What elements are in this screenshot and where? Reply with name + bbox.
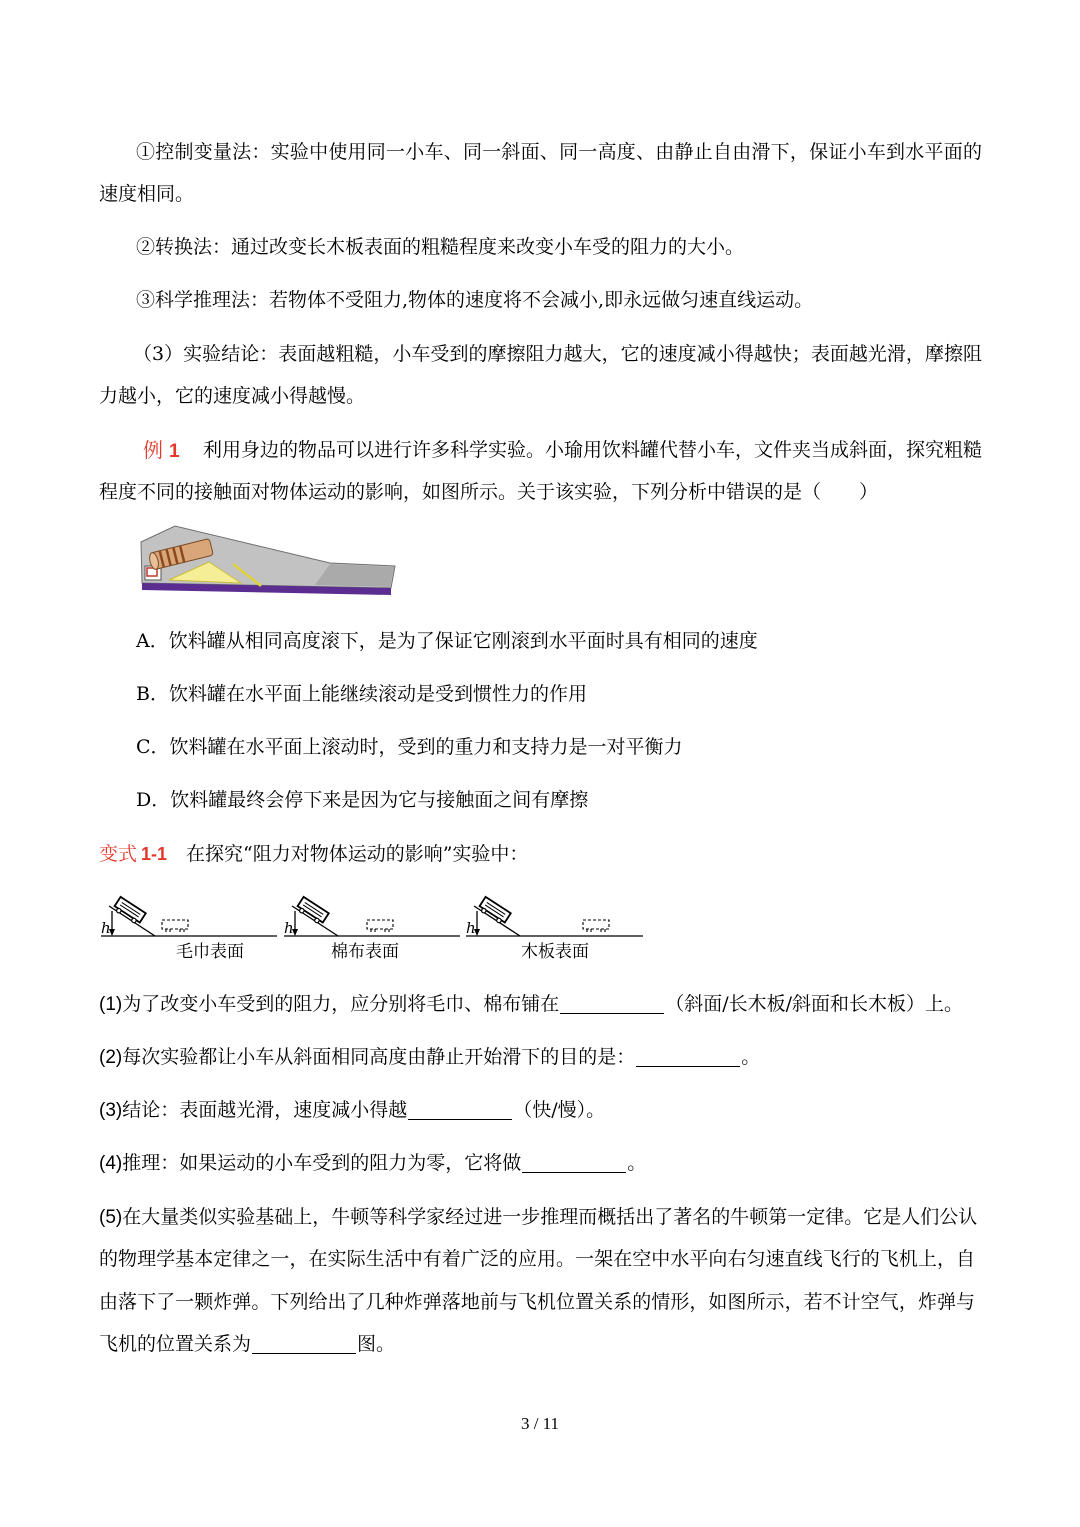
question-text: 为了改变小车受到的阻力，应分别将毛巾、棉布铺在 <box>122 993 560 1015</box>
cotton-surface-setup <box>284 897 460 962</box>
control-variable-method-line-1: ①控制变量法：实验中使用同一小车、同一斜面、同一高度、由静止自由滑下，保证小车到水平面的 <box>136 141 982 163</box>
question-text-after: （快/慢）。 <box>513 1099 606 1121</box>
option-b: B．饮料罐在水平面上能继续滚动是受到惯性力的作用 <box>136 683 587 705</box>
surface-comparison-figure <box>97 896 657 966</box>
answer-blank <box>636 1066 740 1067</box>
question-text: 飞机的位置关系为 <box>99 1333 252 1355</box>
height-label: h <box>101 919 111 937</box>
question-5-line-2: 的物理学基本定律之一，在实际生活中有着广泛的应用。一架在空中水平向右匀速直线飞行的飞机上，自 <box>99 1248 975 1270</box>
question-number: (1) <box>99 994 123 1015</box>
question-text: 结论：表面越光滑，速度减小得越 <box>122 1099 408 1121</box>
example-label-text: 例 <box>143 438 163 462</box>
answer-blank <box>408 1119 512 1120</box>
towel-surface-setup <box>101 897 277 962</box>
question-text-after: （斜面/长木板/斜面和长木板）上。 <box>665 993 964 1015</box>
example-1-stem-line-1: 利用身边的物品可以进行许多科学实验。小瑜用饮料罐代替小车，文件夹当成斜面，探究粗糙 <box>203 439 983 461</box>
conversion-method: ②转换法：通过改变长木板表面的粗糙程度来改变小车受的阻力的大小。 <box>136 236 745 258</box>
surface-label-towel: 毛巾表面 <box>176 942 244 962</box>
question-5-line-1 <box>99 1205 978 1230</box>
experiment-conclusion-line-1: （3）实验结论：表面越粗糙，小车受到的摩擦阻力越大，它的速度减小得越快；表面越光滑，摩擦阻 <box>133 343 982 365</box>
question-5-line-4 <box>99 1332 395 1356</box>
variant-label-number: 1-1 <box>141 844 168 864</box>
question-text-after: 。 <box>741 1046 761 1068</box>
question-text: 推理：如果运动的小车受到的阻力为零，它将做 <box>122 1152 522 1174</box>
cart-on-incline <box>113 897 146 926</box>
question-3 <box>99 1098 605 1123</box>
answer-blank <box>522 1172 626 1173</box>
question-5-line-3: 由落下了一颗炸弹。下列给出了几种炸弹落地前与飞机位置关系的情形，如图所示，若不计空气，炸弹与 <box>99 1291 975 1313</box>
question-number: (2) <box>99 1047 123 1068</box>
question-number: (5) <box>99 1207 123 1228</box>
question-text-after: 。 <box>627 1152 647 1174</box>
cart-stop-position <box>367 920 393 934</box>
option-d: D．饮料罐最终会停下来是因为它与接触面之间有摩擦 <box>136 789 589 811</box>
page-number: 3 / 11 <box>520 1414 560 1433</box>
question-2 <box>99 1045 760 1070</box>
option-a: A．饮料罐从相同高度滚下，是为了保证它刚滚到水平面时具有相同的速度 <box>136 630 758 652</box>
cart-stop-position <box>162 920 188 934</box>
height-label: h <box>284 919 294 937</box>
example-label-number: 1 <box>169 441 180 462</box>
example-1-label <box>143 438 180 464</box>
experiment-conclusion-line-2: 力越小，它的速度减小得越慢。 <box>99 385 366 407</box>
variant-label-text: 变式 <box>99 843 138 865</box>
variant-1-1-label <box>99 842 167 866</box>
answer-blank <box>560 1013 664 1014</box>
control-variable-method-line-2: 速度相同。 <box>99 183 195 205</box>
height-label: h <box>466 919 476 937</box>
answer-blank <box>252 1353 356 1354</box>
cart-on-incline <box>478 897 511 926</box>
scientific-reasoning-method: ③科学推理法：若物体不受阻力,物体的速度将不会减小,即永远做匀速直线运动。 <box>136 289 814 311</box>
variant-1-1-stem: 在探究“阻力对物体运动的影响”实验中： <box>186 843 529 865</box>
surface-label-cotton: 棉布表面 <box>331 942 399 962</box>
question-number: (4) <box>99 1153 123 1174</box>
beverage-can-ramp-figure <box>137 522 397 606</box>
wood-surface-setup <box>466 897 643 962</box>
surface-label-wood: 木板表面 <box>521 942 589 962</box>
cart-stop-position <box>583 920 609 934</box>
example-1-stem-line-2: 程度不同的接触面对物体运动的影响，如图所示。关于该实验，下列分析中错误的是（ ） <box>99 481 879 503</box>
question-text: 每次实验都让小车从斜面相同高度由静止开始滑下的目的是： <box>122 1046 636 1068</box>
question-4 <box>99 1151 646 1176</box>
question-text: 在大量类似实验基础上，牛顿等科学家经过进一步推理而概括出了著名的牛顿第一定律。它是人们公认 <box>122 1206 978 1228</box>
option-c: C．饮料罐在水平面上滚动时，受到的重力和支持力是一对平衡力 <box>136 736 683 758</box>
question-text-after: 图。 <box>357 1333 396 1355</box>
cart-on-incline <box>296 897 329 926</box>
question-1 <box>99 992 963 1017</box>
question-number: (3) <box>99 1100 123 1121</box>
